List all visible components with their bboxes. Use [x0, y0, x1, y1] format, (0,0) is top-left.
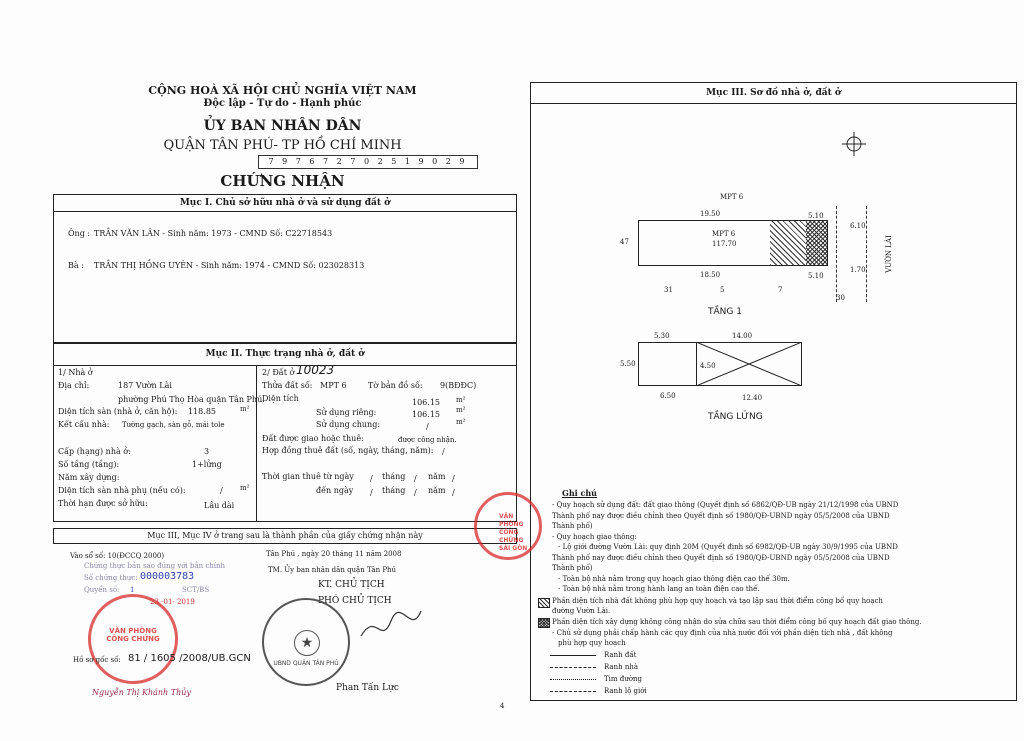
note-line: Thành phố) [552, 564, 593, 572]
owner-note2: phù hợp quy hoạch [558, 639, 626, 647]
note-line: Thành phố) [552, 522, 593, 530]
notary-line1: Chứng thực bản sao đúng với bản chính [84, 562, 226, 570]
motto: Độc lập - Tự do - Hạnh phúc [203, 98, 362, 109]
bottom-neighbour-3: 7 [778, 286, 783, 294]
lease-from-year: năm [428, 472, 446, 481]
lease-from-year-slash: / [452, 474, 455, 483]
assigned-label: Đất được giao hoặc thuê: [262, 434, 364, 443]
floors-label: Số tầng (tầng): [58, 460, 120, 469]
lease-from-slash: / [370, 474, 373, 483]
hatch-note1b: đường Vườn Lài. [552, 607, 611, 615]
road-width: 30 [836, 294, 845, 302]
owner1-prefix: Ông : [68, 229, 91, 238]
lease-from-month: tháng [382, 472, 406, 481]
legend-house: Ranh nhà [604, 663, 639, 671]
assigned-value: được công nhận. [398, 436, 457, 444]
district-title: QUẬN TÂN PHÚ- TP HỒ CHÍ MINH [163, 138, 402, 153]
contract-value: / [442, 447, 445, 456]
lease-to-label: đến ngày [316, 486, 354, 495]
floor-area-unit: m² [240, 405, 250, 413]
mez-dim-inner: 4.50 [700, 362, 716, 370]
hatch-note1: Phần diện tích nhà đất không phù hợp quy hoạch và tạo lập sau thời điểm công bố quy hoạch [552, 597, 883, 605]
floors-value: 1+lửng [192, 460, 222, 469]
road-center-line [866, 206, 867, 302]
committee-title: ỦY BAN NHÂN DÂN [203, 118, 362, 134]
notary-line2: Số chứng thực: [84, 574, 138, 582]
common-use-unit: m² [456, 418, 466, 426]
mez-dim-top: 14.00 [732, 332, 753, 340]
bottom-neighbour-1: 31 [664, 286, 673, 294]
legend-line-house [550, 667, 596, 668]
land-heading: 2/ Đất ở [262, 368, 295, 377]
term-value: Lâu dài [204, 501, 235, 510]
contract-label: Hợp đồng thuê đất (số, ngày, tháng, năm): [262, 446, 434, 455]
signature-icon [356, 606, 426, 646]
certificate-title: CHỨNG NHẬN [220, 172, 345, 190]
mez-dim-left: 5.30 [654, 332, 670, 340]
legend-line-land [550, 655, 596, 656]
place-date: Tân Phú , ngày 20 tháng 11 năm 2008 [266, 550, 402, 558]
signer-name: Phan Tấn Lực [336, 683, 399, 693]
note-line: - Toàn bộ nhà nằm trong hành lang an toàn điện cao thế. [558, 585, 760, 593]
note-line: Thành phố nay được điều chỉnh theo Quyết định số 1980/QĐ-UBND ngày 05/5/2008 của UBND [552, 553, 890, 562]
legend-land: Ranh đất [604, 651, 637, 659]
registry-book: Vào sổ số: 10(ĐCCQ 2000) [70, 552, 165, 560]
lease-from-label: Thời gian thuê từ ngày [262, 472, 354, 481]
dim-extra2: 1.70 [850, 266, 866, 274]
lot-label: MPT 6 [712, 230, 736, 238]
grade-label: Cấp (hạng) nhà ở: [58, 447, 131, 456]
compass-icon [842, 132, 866, 156]
owner1-info: TRẦN VĂN LÂN - Sinh năm: 1973 - CMND Số: C22718543 [94, 229, 333, 238]
notary-seal [88, 594, 178, 684]
notes-title: Ghi chú [562, 488, 597, 498]
floor1-label: TẦNG 1 [708, 307, 742, 317]
road-boundary-line [836, 206, 837, 302]
dim-extra1: 6.10 [850, 222, 866, 230]
copy-stamp-text: VĂN PHÒNG CÔNG CHỨNG SÀI GÒN [499, 513, 528, 552]
hatch-area-1 [770, 221, 806, 265]
address-value: 187 Vườn Lài [118, 381, 172, 390]
hatch-note2: Phần diện tích xây dựng không công nhận do sửa chữa sau thời điểm công bố quy hoạch đất giao thông. [552, 618, 922, 626]
map-value: 9(BĐĐC) [440, 381, 477, 390]
parcel-label: Thửa đất số: [262, 381, 313, 390]
parcel-value: MPT 6 [320, 381, 347, 390]
notary-seal-text: VĂN PHÒNG CÔNG CHỨNG [106, 627, 160, 643]
private-use-label: Sử dụng riêng: [316, 408, 377, 417]
mez-dim-bl: 6.50 [660, 392, 676, 400]
lease-to-month: tháng [382, 486, 406, 495]
house-heading: 1/ Nhà ở [58, 368, 93, 377]
structure-label: Kết cấu nhà: [58, 420, 110, 429]
note-line: Thành phố nay được điều chỉnh theo Quyết định số 1980/QĐ-UBND ngày 05/5/2008 của UBND [552, 511, 890, 520]
mez-dim-side: 5.50 [620, 360, 636, 368]
hatch-legend-1 [538, 598, 550, 608]
continue-note: Mục III, Mục IV ở trang sau là thành phần của giấy chứng nhận này [53, 528, 517, 544]
shared-area-unit: m² [240, 484, 250, 492]
dim-right-top: 5.10 [808, 212, 824, 220]
section1-title: Mục I. Chủ sở hữu nhà ở và sử dụng đất ở [54, 195, 516, 212]
legend-road: Tim đường [604, 675, 642, 683]
map-label: Tờ bản đồ số: [368, 381, 423, 390]
address-line2: phường Phú Thọ Hòa quận Tân Phú. [118, 395, 265, 404]
owner2-info: TRẦN THỊ HỒNG UYÊN - Sinh năm: 1974 - CMND Số: 023028313 [94, 261, 365, 270]
mezzanine-label: TẦNG LỬNG [708, 412, 763, 422]
column-divider [256, 365, 257, 521]
notary-date: 23 -01- 2019 [150, 598, 195, 606]
neighbour-left: 47 [620, 238, 629, 246]
note-line: - Quy hoạch giao thông: [552, 532, 637, 541]
grade-value: 3 [204, 447, 210, 456]
serial-number: 7 9 7 6 7 2 7 0 2 5 1 9 0 2 9 [258, 155, 478, 169]
land-area-unit: m² [456, 396, 466, 404]
dim-right-bottom: 5.10 [808, 272, 824, 280]
bottom-neighbour-2: 5 [720, 286, 725, 294]
vice-chair: PHÓ CHỦ TỊCH [318, 596, 392, 606]
land-area-label: Diện tích [262, 394, 299, 403]
common-use-value: / [426, 422, 429, 431]
common-use-label: Sử dụng chung: [316, 420, 381, 429]
committee-seal [262, 598, 350, 686]
record-label: Hồ sơ gốc số: [73, 656, 121, 664]
shared-area-value: / [220, 486, 223, 495]
notary-signer: Nguyễn Thị Khánh Thủy [92, 688, 191, 697]
road-name: VƯỜN LÀI [884, 235, 893, 273]
dim-top: 19.50 [700, 210, 721, 218]
lease-to-slash: / [370, 488, 373, 497]
address-label: Địa chỉ: [58, 381, 90, 390]
legend-rowline: Ranh lộ giới [604, 687, 647, 695]
note-line: - Lộ giới đường Vườn Lài: quy định 20M (Quyết định số 6982/QĐ-UB ngày 30/9/1995 của UBND [558, 543, 898, 551]
year-built-label: Năm xây dựng: [58, 473, 120, 482]
owner2-prefix: Bà : [68, 261, 84, 270]
lease-to-year: năm [428, 486, 446, 495]
term-label: Thời hạn được sở hữu: [58, 499, 148, 508]
section-owners [53, 194, 517, 344]
star-icon: ★ [294, 630, 320, 656]
land-area-value: 106.15 [412, 398, 440, 407]
hatch-legend-2 [538, 618, 550, 628]
committee-seal-text: UBND QUẬN TÂN PHÚ [273, 660, 339, 667]
note-line: - Toàn bộ nhà nằm trong quy hoạch giao thông điện cao thế 30m. [558, 574, 790, 583]
copy-stamp [474, 492, 542, 560]
kt-line: KT. CHỦ TỊCH [318, 580, 385, 590]
neighbour-top-label: MPT 6 [720, 193, 744, 201]
dim-bottom: 18.50 [700, 271, 721, 279]
shared-area-label: Diện tích sàn nhà phụ (nếu có): [58, 486, 186, 495]
legend-line-rowline [550, 691, 596, 692]
tm-line: TM. Ủy ban nhân dân quận Tân Phú [268, 566, 397, 574]
section2-title: Mục II. Thực trạng nhà ở, đất ở [54, 343, 516, 366]
notes-list [552, 500, 898, 595]
notary-line4: SCT/BS [182, 586, 210, 594]
structure-value: Tường gạch, sàn gỗ, mái tole [122, 421, 225, 429]
land-heading-number: 10023 [296, 363, 335, 377]
page-mark: 4 [500, 702, 505, 710]
hatch-area-2 [806, 221, 827, 265]
legend-line-road [550, 679, 596, 680]
notary-book: 1 [130, 586, 135, 594]
record-number: 81 / 1605 /2008/UB.GCN [128, 653, 251, 664]
lease-to-year-slash: / [452, 488, 455, 497]
lot-area: 117.70 [712, 240, 737, 248]
notary-line3: Quyển số: [84, 586, 120, 594]
republic-title: CỘNG HOÀ XÃ HỘI CHỦ NGHĨA VIỆT NAM [148, 84, 417, 97]
mez-dim-bottom: 12.40 [742, 394, 763, 402]
lease-from-month-slash: / [414, 474, 417, 483]
private-use-unit: m² [456, 406, 466, 414]
notary-number: 000003783 [140, 571, 195, 582]
lease-to-month-slash: / [414, 488, 417, 497]
section3-title: Mục III. Sơ đồ nhà ở, đất ở [531, 83, 1016, 104]
note-line: - Quy hoạch sử dụng đất: đất giao thông (Quyết định số 6862/QĐ-UB ngày 21/12/1998 của UBND [552, 501, 899, 509]
private-use-value: 106.15 [412, 410, 440, 419]
floor-area-value: 118.85 [188, 407, 216, 416]
owner-note1: - Chủ sử dụng phải chấp hành các quy định của nhà nước đối với phần diện tích nhà , đất không [552, 629, 893, 637]
floor-area-label: Diện tích sàn (nhà ở, căn hộ): [58, 407, 178, 416]
